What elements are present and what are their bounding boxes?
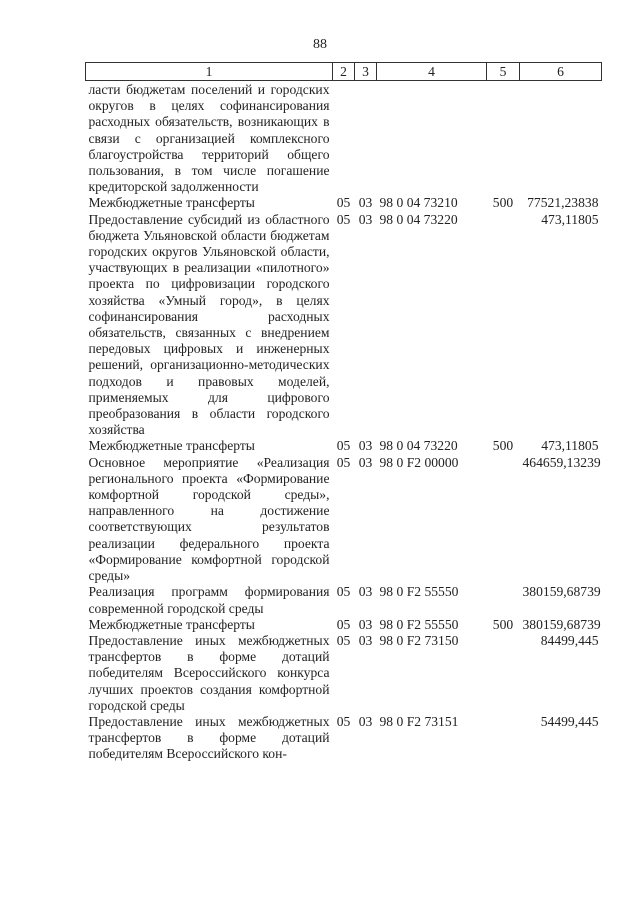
- row-amount: 84499,445: [540, 632, 599, 648]
- row-target-article: 98 0 04 73220: [379, 438, 458, 454]
- row-target-article: 98 0 F2 55550: [379, 616, 459, 632]
- row-name: Реализация программ формирования современной городской среды: [88, 584, 330, 616]
- row-expense-type: 500: [492, 616, 514, 632]
- row-target-article: [377, 81, 487, 196]
- row-amount: 464659,13239: [522, 454, 601, 470]
- row-amount: 77521,23838: [527, 195, 599, 211]
- row-section: 05: [336, 584, 351, 600]
- row-section: 05: [336, 616, 351, 632]
- row-section: [333, 81, 355, 196]
- row-name: Предоставление иных межбюджетных трансфертов в форме дотаций победителям Всероссийского конкурса лучших проектов создания комфортной городской среды: [88, 632, 330, 713]
- row-expense-type: [487, 212, 520, 439]
- row-expense-type: [487, 455, 520, 585]
- row-subsection: 03: [358, 454, 373, 470]
- row-amount: 380159,68739: [522, 616, 601, 632]
- header-col-2: 2: [333, 63, 355, 81]
- table-row: [86, 617, 602, 633]
- header-col-4: 4: [377, 63, 487, 81]
- row-subsection: [355, 81, 377, 196]
- row-amount: 380159,68739: [522, 584, 601, 600]
- row-target-article: 98 0 F2 73151: [379, 713, 459, 729]
- table-row: [86, 438, 602, 454]
- row-section: 05: [336, 211, 351, 227]
- row-amount: 473,11805: [541, 211, 599, 227]
- header-col-5: 5: [487, 63, 520, 81]
- header-col-6: 6: [520, 63, 602, 81]
- table-row: [86, 195, 602, 211]
- row-name: Межбюджетные трансферты: [88, 195, 255, 211]
- row-expense-type: [487, 633, 520, 714]
- row-subsection: 03: [358, 211, 373, 227]
- row-name: Межбюджетные трансферты: [88, 616, 255, 632]
- budget-table: [85, 62, 602, 763]
- row-subsection: 03: [358, 195, 373, 211]
- row-expense-type: 500: [492, 438, 514, 454]
- table-header-row: [86, 63, 602, 81]
- row-target-article: 98 0 04 73220: [379, 211, 458, 227]
- row-subsection: 03: [358, 616, 373, 632]
- row-amount: [520, 81, 602, 196]
- header-col-1: 1: [86, 63, 333, 81]
- table-row: [86, 212, 602, 439]
- row-amount: 473,11805: [541, 438, 599, 454]
- page-number: 88: [313, 37, 327, 52]
- row-section: 05: [336, 454, 351, 470]
- row-target-article: 98 0 F2 55550: [379, 584, 459, 600]
- table-row: [86, 584, 602, 616]
- row-target-article: 98 0 F2 00000: [379, 454, 459, 470]
- row-name: Межбюджетные трансферты: [88, 438, 255, 454]
- row-section: 05: [336, 438, 351, 454]
- row-section: 05: [336, 632, 351, 648]
- row-subsection: 03: [358, 632, 373, 648]
- header-col-3: 3: [355, 63, 377, 81]
- row-name: Предоставление субсидий из областного бюджета Ульяновской области бюджетам городских округов Ульяновской области, участвующих в реализации «пилотного» проекта по цифровизации городского хозяйства «Умный город», в целях софинансирования расходных обязательств, связанных с внедрением передовых цифровых и инженерных решений, организационно-методических подходов и правовых моделей, применяемых для цифрового преобразования в области городского хозяйства: [88, 211, 330, 438]
- row-subsection: 03: [358, 584, 373, 600]
- row-expense-type: 500: [492, 195, 514, 211]
- row-amount: 54499,445: [540, 713, 599, 729]
- row-expense-type: [487, 81, 520, 196]
- table-row: [86, 455, 602, 585]
- row-expense-type: [487, 714, 520, 763]
- row-subsection: 03: [358, 438, 373, 454]
- table-row: [86, 81, 602, 196]
- row-name: Основное мероприятие «Реализация регионального проекта «Формирование комфортной городской среды», направленного на достижение соответствующих результатов реализации федерального проекта «Формирование комфортной городской среды»: [88, 454, 330, 584]
- row-name: Предоставление иных межбюджетных трансфертов в форме дотаций победителям Всероссийского кон-: [88, 713, 330, 762]
- row-name: ласти бюджетам поселений и городских округов в целях софинансирования расходных обязательств, возникающих в связи с организацией комплексного благоустройства территорий общего пользования, в том числе погашение кредиторской задолженности: [88, 82, 330, 195]
- row-target-article: 98 0 F2 73150: [379, 632, 459, 648]
- row-target-article: 98 0 04 73210: [379, 195, 458, 211]
- row-subsection: 03: [358, 713, 373, 729]
- row-section: 05: [336, 713, 351, 729]
- table-row: [86, 714, 602, 763]
- row-section: 05: [336, 195, 351, 211]
- table-row: [86, 633, 602, 714]
- row-expense-type: [487, 584, 520, 616]
